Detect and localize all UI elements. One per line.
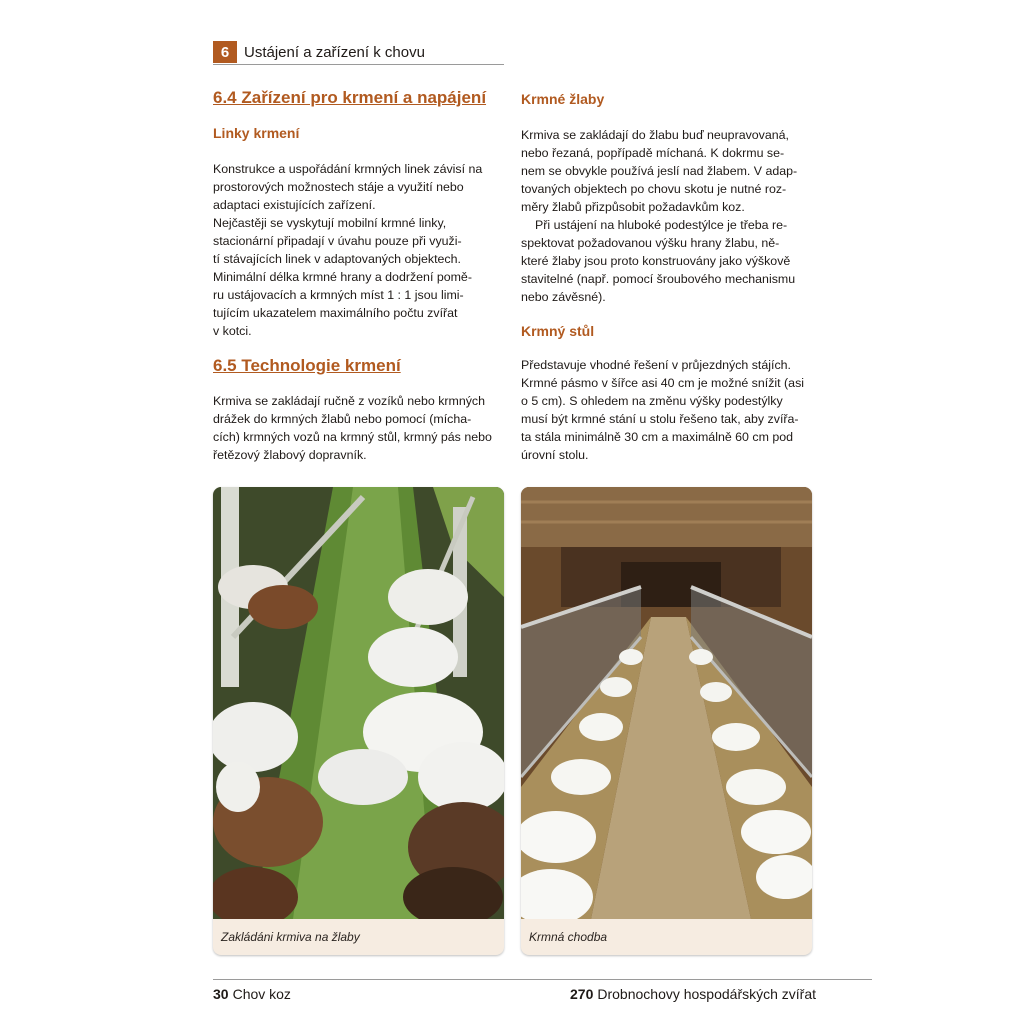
- text-line: nebo řezaná, popřípadě míchaná. K dokrmu se-: [521, 146, 785, 160]
- linky-krmeni-title: Linky krmení: [213, 125, 300, 141]
- text-line: které žlaby jsou proto konstruovány jako výškově: [521, 254, 791, 268]
- photo-card-feeding: [213, 487, 504, 955]
- text-line: spektovat požadovanou výšku hrany žlabu, ně-: [521, 236, 780, 250]
- text-line: ta stála minimálně 30 cm a maximálně 60 cm pod: [521, 430, 794, 444]
- right-column: [521, 86, 812, 464]
- krmny-stul-title: Krmný stůl: [521, 323, 595, 339]
- text-line: o 5 cm). S ohledem na změnu výšky podestýlky: [521, 394, 783, 408]
- zlaby-paragraph-2: [521, 216, 812, 306]
- chapter-header: [213, 40, 504, 65]
- zlaby-paragraph-1: [521, 126, 812, 216]
- page-number-left: 30: [213, 986, 229, 1002]
- text-line: stacionární připadají v úvahu pouze při využi-: [213, 234, 462, 248]
- technologie-paragraph: [213, 392, 504, 464]
- text-line: Minimální délka krmné hrany a dodržení pomě-: [213, 270, 472, 284]
- text-line: úrovní stolu.: [521, 448, 589, 462]
- text-line: Při ustájení na hluboké podestýlce je třeba re-: [535, 218, 788, 232]
- photo-card-corridor: [521, 487, 812, 955]
- text-line: cích) krmných vozů na krmný stůl, krmný pás nebo: [213, 430, 492, 444]
- page-number-right: 270: [570, 986, 594, 1002]
- left-column: [213, 86, 504, 464]
- text-line: měry žlabů přizpůsobit požadavkům koz.: [521, 200, 745, 214]
- goats-feeding-photo: [213, 487, 504, 919]
- linky-paragraph-1: [213, 160, 504, 214]
- text-line: prostorových možnostech stáje a využití nebo: [213, 180, 464, 194]
- text-line: řetězový žlabový dopravník.: [213, 448, 367, 462]
- text-line: nebo závěsné).: [521, 290, 606, 304]
- krmne-zlaby-title: Krmné žlaby: [521, 91, 605, 107]
- stul-paragraph: [521, 356, 812, 464]
- text-line: drážek do krmných žlabů nebo pomocí (mícha-: [213, 412, 472, 426]
- footer-book-title-right: Drobnochovy hospodářských zvířat: [597, 986, 817, 1002]
- text-line: tujícím ukazatelem maximálního počtu zvířat: [213, 306, 458, 320]
- footer-left: [213, 986, 291, 1002]
- text-line: stavitelné (např. pomocí šroubového mechanismu: [521, 272, 796, 286]
- text-line: ru ustájovacích a krmných míst 1 : 1 jsou limi-: [213, 288, 464, 302]
- footer-right: [570, 986, 816, 1002]
- photo-caption-left: Zakládáni krmiva na žlaby: [221, 930, 360, 944]
- text-line: v kotci.: [213, 324, 252, 338]
- section-6-5-title: 6.5 Technologie krmení: [213, 356, 401, 375]
- section-6-4-title: 6.4 Zařízení pro krmení a napájení: [213, 88, 487, 107]
- text-line: Krmiva se zakládají do žlabu buď neupravovaná,: [521, 128, 789, 142]
- text-line: nem se obvykle používá jeslí nad žlabem. V adap-: [521, 164, 798, 178]
- linky-paragraph-2: [213, 214, 504, 340]
- text-line: Krmné pásmo v šířce asi 40 cm je možné snížit (asi: [521, 376, 805, 390]
- photo-caption-right: Krmná chodba: [529, 930, 608, 944]
- text-line: tí stávajících linek v adaptovaných objektech.: [213, 252, 461, 266]
- text-line: adaptaci existujících zařízení.: [213, 198, 376, 212]
- chapter-title: Ustájení a zařízení k chovu: [244, 43, 425, 61]
- text-line: Krmiva se zakládají ručně z vozíků nebo krmných: [213, 394, 486, 408]
- text-line: Konstrukce a uspořádání krmných linek závisí na: [213, 162, 483, 176]
- text-line: Nejčastěji se vyskytují mobilní krmné linky,: [213, 216, 447, 230]
- text-line: Představuje vhodné řešení v průjezdných stájích.: [521, 358, 791, 372]
- chapter-number-badge: 6: [213, 41, 237, 63]
- text-line: tovaných objektech po chovu skotu je nutné roz-: [521, 182, 787, 196]
- footer-divider: [213, 979, 872, 980]
- text-line: musí být krmné stání u stolu řešeno tak, aby zvířa-: [521, 412, 799, 426]
- footer-book-title-left: Chov koz: [232, 986, 291, 1002]
- feeding-corridor-photo: [521, 487, 812, 919]
